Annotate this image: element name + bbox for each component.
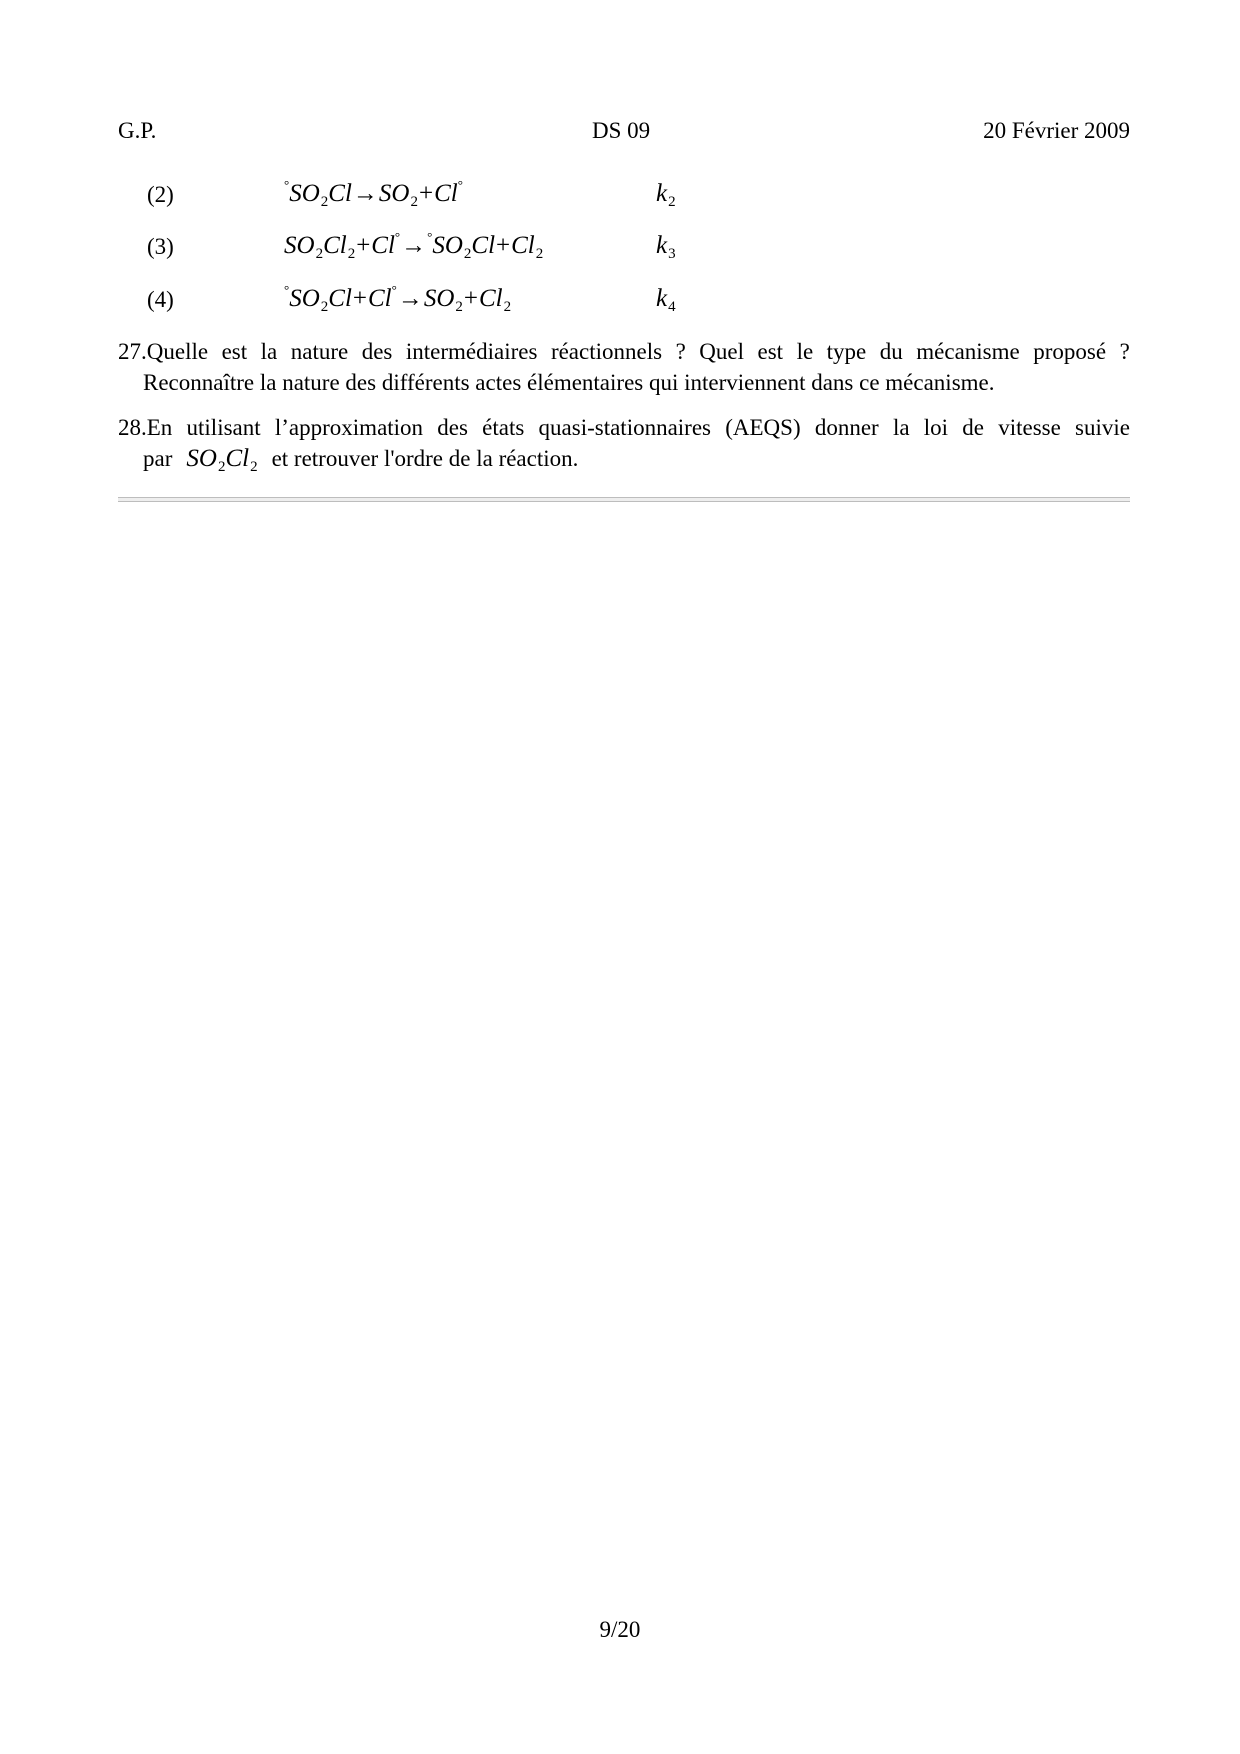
header-date: 20 Février 2009 — [983, 118, 1130, 143]
question-word: ? — [1119, 339, 1130, 364]
question-word: suivie — [1075, 415, 1130, 440]
question-word: proposé — [1033, 339, 1107, 364]
question-word: du — [879, 339, 903, 364]
radical-dot: ° — [427, 229, 433, 244]
radical-dot: ° — [391, 282, 397, 297]
question-word: donner — [814, 415, 879, 440]
rate-constant: $k_2$ — [656, 180, 676, 210]
reaction-equation: $^\circ SO_2Cl\to SO_2+Cl^\circ$ — [284, 177, 463, 210]
question-word: 28.En — [118, 415, 173, 440]
question-word: Quel — [699, 339, 744, 364]
question-word: loi — [923, 415, 949, 440]
question-word: de — [962, 415, 984, 440]
question-word: ? — [675, 339, 686, 364]
radical-dot: ° — [284, 177, 290, 192]
question-word: des — [361, 339, 393, 364]
rate-constant: $k_4$ — [656, 285, 676, 315]
question-word: (AEQS) — [725, 415, 801, 440]
radical-dot: ° — [457, 177, 463, 192]
question-word: nature — [290, 339, 349, 364]
reaction-number: (4) — [147, 287, 174, 312]
reaction-equation: $SO_2Cl_2+Cl^\circ\to^\circ SO_2Cl+Cl_2$ — [284, 229, 544, 262]
question-text-line — [118, 412, 1130, 443]
header-author: G.P. — [118, 118, 157, 143]
question-word: le — [796, 339, 814, 364]
reaction-2 — [0, 178, 1240, 218]
question-word: type — [826, 339, 867, 364]
reaction-3 — [0, 230, 1240, 270]
question-word: réactionnels — [550, 339, 663, 364]
inline-formula: $SO_2Cl_2$ — [186, 445, 258, 475]
reaction-equation: $^\circ SO_2Cl+Cl^\circ\to SO_2+Cl_2$ — [284, 282, 512, 315]
reaction-arrow: → — [401, 232, 427, 259]
question-word: quasi-stationnaires — [538, 415, 712, 440]
question-28 — [118, 412, 1130, 483]
question-27 — [118, 336, 1130, 398]
page-number: 9/20 — [599, 1617, 641, 1642]
question-word: intermédiaires — [405, 339, 538, 364]
reaction-arrow: → — [397, 285, 423, 312]
reaction-4 — [0, 283, 1240, 323]
reaction-arrow: → — [352, 180, 378, 207]
question-word: états — [482, 415, 525, 440]
question-word: mécanisme — [916, 339, 1020, 364]
section-divider — [118, 497, 1130, 502]
header-exam-title: DS 09 — [592, 118, 651, 143]
reaction-number: (2) — [147, 182, 174, 207]
question-word: l’approximation — [274, 415, 424, 440]
question-word: est — [757, 339, 784, 364]
question-text-line — [118, 336, 1130, 367]
rate-constant: $k_3$ — [656, 232, 676, 262]
radical-dot: ° — [394, 229, 401, 244]
question-word: la — [892, 415, 910, 440]
reaction-number: (3) — [147, 234, 174, 259]
question-text-line: par $SO_2Cl_2$ et retrouver l'ordre de la réaction. — [143, 445, 579, 475]
question-word: vitesse — [998, 415, 1061, 440]
question-word: utilisant — [186, 415, 261, 440]
question-word: 27.Quelle — [118, 339, 209, 364]
question-word: des — [437, 415, 468, 440]
question-word: la — [260, 339, 278, 364]
radical-dot: ° — [284, 282, 290, 297]
page-header — [118, 118, 1130, 148]
question-word: est — [221, 339, 248, 364]
question-text-line: Reconnaître la nature des différents actes élémentaires qui interviennent dans ce mécanisme. — [143, 370, 995, 395]
